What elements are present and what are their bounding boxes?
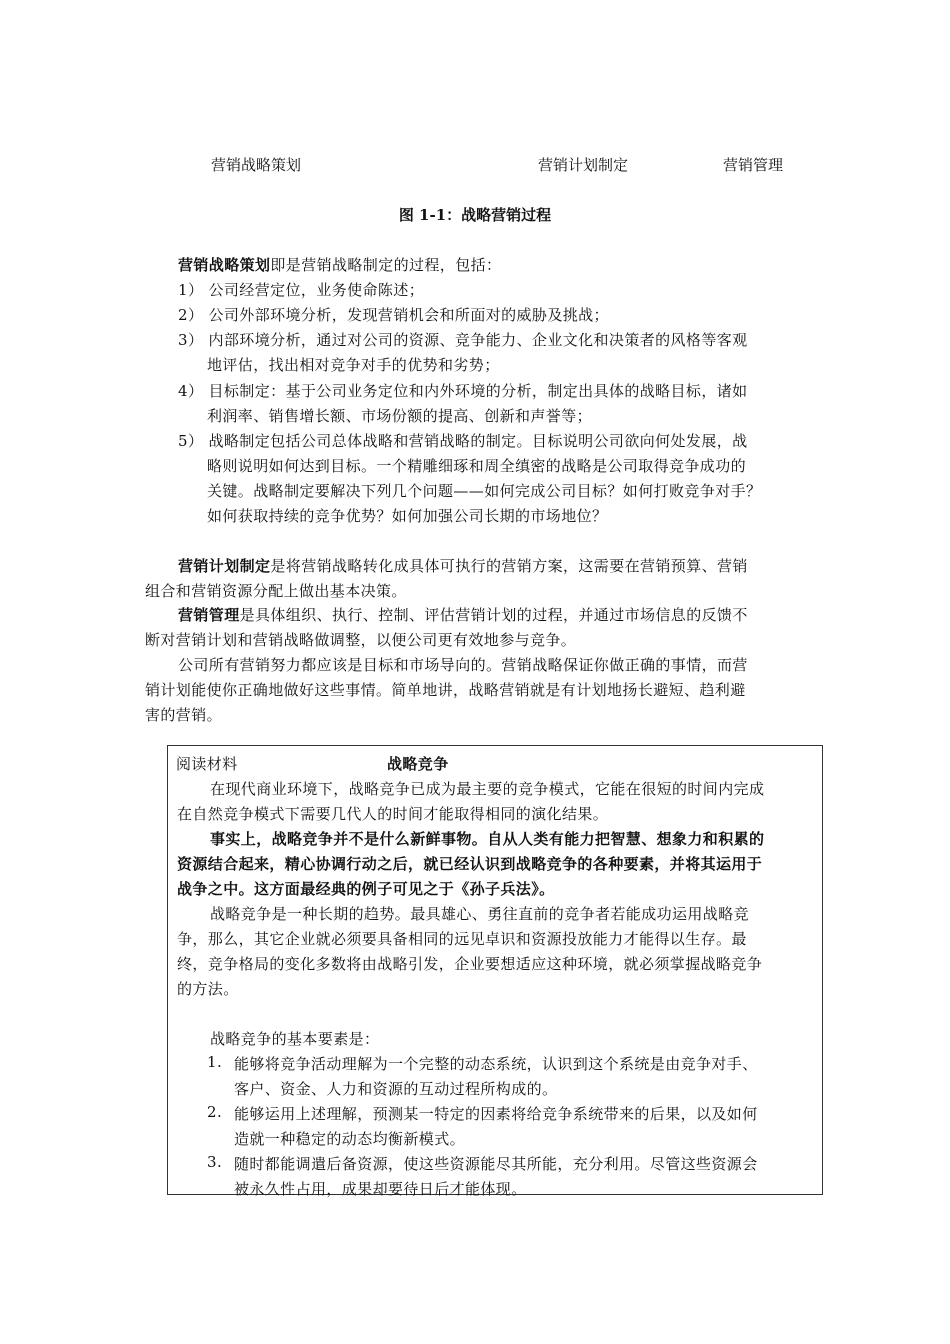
management-paragraph-line1 — [178, 604, 748, 625]
reading-para2-line2: 资源结合起来，精心协调行动之后，就已经认识到战略竞争的各种要素，并将其运用于 — [177, 855, 763, 873]
strategy-intro-rest: 即是营销战略制定的过程，包括： — [270, 256, 502, 274]
reading-para1-line2: 在自然竞争模式下需要几代人的时间才能取得相同的演化结果。 — [177, 805, 609, 823]
element-3-line2: 被永久性占用，成果却要待日后才能体现。 — [234, 1180, 527, 1198]
reading-para3-line1: 战略竞争是一种长期的趋势。最具雄心、勇往直前的竞争者若能成功运用战略竞 — [210, 905, 750, 923]
management-term: 营销管理 — [178, 606, 240, 624]
strategy-item-5: 5） 战略制定包括公司总体战略和营销战略的制定。目标说明公司欲向何处发展，战 — [178, 432, 748, 450]
reading-para2-line1: 事实上，战略竞争并不是什么新鲜事物。自从人类有能力把智慧、想象力和积累的 — [210, 830, 765, 848]
strategy-item-5-cont-3: 如何获取持续的竞争优势？如何加强公司长期的市场地位？ — [207, 507, 608, 525]
strategy-item-5-cont-2: 关键。战略制定要解决下列几个问题——如何完成公司目标？如何打败竞争对手？ — [207, 482, 762, 500]
strategy-item-4-cont: 利润率、销售增长额、市场份额的提高、创新和声誉等； — [207, 407, 593, 425]
element-1-line2: 客户、资金、人力和资源的互动过程所构成的。 — [234, 1080, 558, 1098]
reading-label: 阅读材料 — [176, 755, 238, 773]
strategy-intro — [178, 254, 501, 275]
strategy-intro-term: 营销战略策划 — [178, 256, 271, 274]
summary-line-3: 害的营销。 — [145, 706, 223, 724]
stage-marketing-management: 营销管理 — [723, 156, 784, 174]
summary-line-2: 销计划能使你正确地做好这些事情。简单地讲，战略营销就是有计划地扬长避短、趋利避 — [145, 681, 746, 699]
element-2-line2: 造就一种稳定的动态均衡新模式。 — [234, 1130, 466, 1148]
plan-paragraph-line2: 组合和营销资源分配上做出基本决策。 — [145, 582, 407, 600]
reading-para1-line1: 在现代商业环境下，战略竞争已成为最主要的竞争模式，它能在很短的时间内完成 — [210, 780, 765, 798]
stage-strategy-planning: 营销战略策划 — [211, 156, 302, 174]
strategy-item-4: 4） 目标制定：基于公司业务定位和内外环境的分析，制定出具体的战略目标，诸如 — [178, 382, 748, 400]
reading-para3-line2: 争，那么，其它企业就必须要具备相同的远见卓识和资源投放能力才能得以生存。最 — [177, 930, 747, 948]
element-2-line1: 能够运用上述理解，预测某一特定的因素将给竞争系统带来的后果，以及如何 — [234, 1105, 758, 1123]
figure-caption: 图 1-1：战略营销过程 — [398, 206, 552, 224]
element-1-number: 1. — [207, 1053, 223, 1071]
plan-paragraph-line1 — [178, 555, 748, 576]
strategy-item-1: 1） 公司经营定位，业务使命陈述； — [178, 281, 425, 299]
plan-line1-rest: 是将营销战略转化成具体可执行的营销方案，这需要在营销预算、营销 — [270, 557, 748, 575]
reading-para2-line3: 战争之中。这方面最经典的例子可见之于《孙子兵法》。 — [177, 880, 555, 898]
management-paragraph-line2: 断对营销计划和营销战略做调整，以便公司更有效地参与竞争。 — [145, 631, 577, 649]
strategy-item-3: 3） 内部环境分析，通过对公司的资源、竞争能力、企业文化和决策者的风格等客观 — [178, 331, 748, 349]
reading-para3-line3: 终，竞争格局的变化多数将由战略引发，企业要想适应这种环境，就必须掌握战略竞争 — [177, 955, 763, 973]
strategy-item-3-cont: 地评估，找出相对竞争对手的优势和劣势； — [207, 356, 500, 374]
element-2-number: 2. — [207, 1103, 223, 1121]
reading-title: 战略竞争 — [387, 755, 449, 773]
management-line1-rest: 是具体组织、执行、控制、评估营销计划的过程，并通过市场信息的反馈不 — [239, 606, 748, 624]
element-3-number: 3. — [207, 1153, 223, 1171]
elements-intro: 战略竞争的基本要素是： — [210, 1030, 380, 1048]
strategy-item-2: 2） 公司外部环境分析，发现营销机会和所面对的威胁及挑战； — [178, 306, 609, 324]
summary-line-1: 公司所有营销努力都应该是目标和市场导向的。营销战略保证你做正确的事情，而营 — [178, 656, 748, 674]
strategy-item-5-cont-1: 略则说明如何达到目标。一个精雕细琢和周全缜密的战略是公司取得竞争成功的 — [207, 457, 747, 475]
element-3-line1: 随时都能调遣后备资源，使这些资源能尽其所能，充分利用。尽管这些资源会 — [234, 1155, 758, 1173]
stage-plan-formulation: 营销计划制定 — [538, 156, 629, 174]
plan-term: 营销计划制定 — [178, 557, 271, 575]
reading-para3-line4: 的方法。 — [177, 980, 239, 998]
element-1-line1: 能够将竞争活动理解为一个完整的动态系统，认识到这个系统是由竞争对手、 — [234, 1055, 758, 1073]
